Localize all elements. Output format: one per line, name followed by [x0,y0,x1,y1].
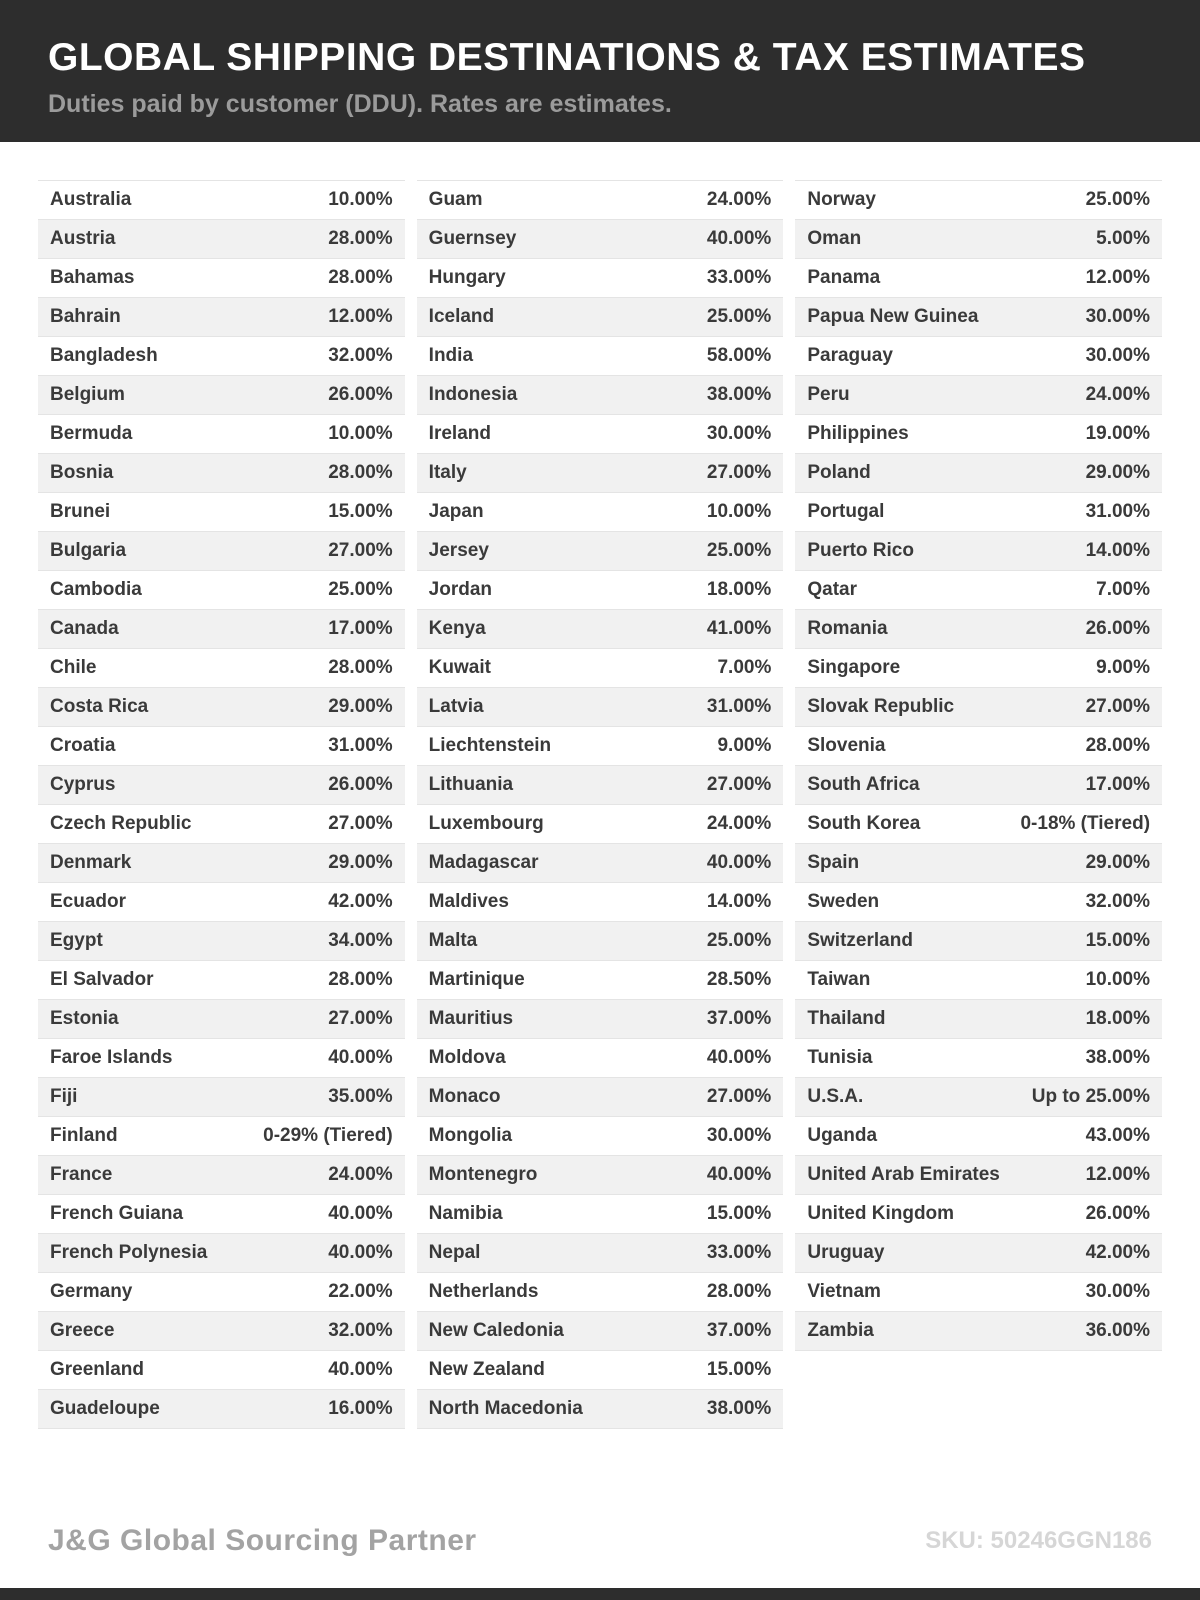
rate-row [38,220,405,259]
country-name: Guam [428,189,483,210]
country-name: Luxembourg [428,813,544,834]
country-name: Sweden [807,891,880,912]
country-name: Mauritius [428,1008,514,1029]
country-name: Bosnia [50,462,114,483]
country-name: Monaco [428,1086,501,1107]
tax-rate: 32.00% [328,345,393,366]
country-name: South Korea [807,813,921,834]
country-name: Tunisia [807,1047,873,1068]
tax-rate: 9.00% [1096,657,1151,678]
rate-row [795,1078,1162,1117]
tax-rate: 25.00% [328,579,393,600]
country-name: French Polynesia [50,1242,208,1263]
tax-rate: 30.00% [706,1125,772,1146]
tax-rate: 40.00% [706,1047,772,1068]
country-name: North Macedonia [428,1398,583,1419]
rate-row [38,181,405,220]
rate-row [38,1312,405,1351]
rate-row [795,454,1162,493]
country-name: Canada [50,618,119,639]
tax-rate: 28.00% [328,462,393,483]
rate-row [38,259,405,298]
rate-row [417,1039,784,1078]
tax-rate: 58.00% [706,345,772,366]
country-name: Peru [807,384,850,405]
rate-row [417,454,784,493]
tax-rate: 28.00% [328,657,393,678]
country-name: Egypt [50,930,103,951]
rate-row [795,766,1162,805]
country-name: South Africa [807,774,920,795]
country-name: Bahamas [50,267,135,288]
country-name: New Caledonia [428,1320,564,1341]
tax-rate: 25.00% [1085,189,1151,210]
country-name: Namibia [428,1203,503,1224]
country-name: Greece [50,1320,115,1341]
country-name: Brunei [50,501,111,522]
rate-row [417,220,784,259]
country-name: Moldova [428,1047,506,1068]
page-subtitle: Duties paid by customer (DDU). Rates are estimates. [48,90,672,118]
country-name: Indonesia [428,384,518,405]
tax-rate: 26.00% [1085,1203,1151,1224]
rate-row [38,1195,405,1234]
country-name: Uruguay [807,1242,885,1263]
country-name: Greenland [50,1359,144,1380]
tax-rate: 24.00% [706,813,772,834]
rates-column [795,180,1162,1429]
tax-rate: 24.00% [328,1164,393,1185]
rate-row [38,1351,405,1390]
rate-row [38,1000,405,1039]
tax-rate: 15.00% [706,1359,772,1380]
country-name: United Kingdom [807,1203,955,1224]
country-name: Japan [428,501,484,522]
country-name: Nepal [428,1242,481,1263]
rate-row [795,883,1162,922]
country-name: Bahrain [50,306,121,327]
tax-rate: 22.00% [328,1281,393,1302]
tax-rate: 43.00% [1085,1125,1151,1146]
rate-row [38,1117,405,1156]
country-name: French Guiana [50,1203,184,1224]
country-name: Denmark [50,852,132,873]
rate-row [795,532,1162,571]
tax-rate: 28.00% [706,1281,772,1302]
country-name: Spain [807,852,860,873]
rate-row [38,1234,405,1273]
rate-row [38,688,405,727]
country-name: Bangladesh [50,345,158,366]
tax-rate: 35.00% [328,1086,393,1107]
rates-columns [0,142,1200,1429]
tax-rate: 7.00% [1096,579,1151,600]
rate-row [417,415,784,454]
tax-rate: 12.00% [1085,267,1151,288]
tax-rate: 17.00% [1085,774,1151,795]
rate-row [417,961,784,1000]
rate-row [417,805,784,844]
page-header [0,0,1200,142]
country-name: Puerto Rico [807,540,914,561]
rate-row [417,1078,784,1117]
rate-row [38,298,405,337]
tax-rate: 0-18% (Tiered) [1020,813,1151,834]
rate-row [795,1312,1162,1351]
rate-row [795,1039,1162,1078]
country-name: Bulgaria [50,540,127,561]
tax-rate: 36.00% [1085,1320,1151,1341]
country-name: Slovak Republic [807,696,955,717]
tax-rate: 38.00% [706,1398,772,1419]
tax-rate: 31.00% [328,735,393,756]
rate-row [795,376,1162,415]
tax-rate: 40.00% [706,1164,772,1185]
tax-rate: 7.00% [717,657,772,678]
country-name: Papua New Guinea [807,306,979,327]
rate-row [795,1195,1162,1234]
tax-rate: 26.00% [328,774,393,795]
country-name: Madagascar [428,852,539,873]
rate-row [38,649,405,688]
country-name: Lithuania [428,774,514,795]
tax-rate: 25.00% [706,306,772,327]
rate-row [795,1234,1162,1273]
tax-rate: 41.00% [706,618,772,639]
rate-row [795,571,1162,610]
rate-row [417,571,784,610]
rate-row [795,805,1162,844]
tax-rate: 16.00% [328,1398,393,1419]
tax-rate: 40.00% [706,852,772,873]
rate-row [417,766,784,805]
country-name: Qatar [807,579,857,600]
rate-row [417,1000,784,1039]
country-name: Zambia [807,1320,874,1341]
tax-rate: 30.00% [1085,1281,1151,1302]
tax-rate: 32.00% [1085,891,1151,912]
tax-rate: 24.00% [1085,384,1151,405]
rate-row [795,493,1162,532]
rate-row [417,844,784,883]
country-name: Finland [50,1125,118,1146]
tax-rate: 27.00% [706,1086,772,1107]
tax-rate: 15.00% [328,501,393,522]
tax-rate: 25.00% [706,540,772,561]
country-name: India [428,345,474,366]
tax-rate: 15.00% [706,1203,772,1224]
rate-row [38,532,405,571]
country-name: Germany [50,1281,133,1302]
country-name: Montenegro [428,1164,538,1185]
rate-row [38,844,405,883]
tax-rate: 10.00% [1085,969,1151,990]
rate-row [795,922,1162,961]
rate-row [38,415,405,454]
tax-rate: 29.00% [328,852,393,873]
country-name: Singapore [807,657,901,678]
country-name: New Zealand [428,1359,545,1380]
country-name: Netherlands [428,1281,539,1302]
tax-rate: 27.00% [706,774,772,795]
country-name: Maldives [428,891,509,912]
rate-row [417,181,784,220]
rate-row [38,1156,405,1195]
tax-rate: 40.00% [328,1047,393,1068]
rate-row [795,1117,1162,1156]
tax-rate: 33.00% [706,1242,772,1263]
tax-rate: 25.00% [706,930,772,951]
page-footer [0,1524,1200,1558]
country-name: Jordan [428,579,493,600]
rate-row [417,610,784,649]
country-name: Switzerland [807,930,913,951]
country-name: Fiji [50,1086,78,1107]
country-name: Guadeloupe [50,1398,160,1419]
tax-rate: 30.00% [1085,345,1151,366]
rate-row [795,337,1162,376]
country-name: Austria [50,228,116,249]
tax-rate: 28.00% [1085,735,1151,756]
rate-row [795,1000,1162,1039]
country-name: Ecuador [50,891,127,912]
tax-rate: 17.00% [328,618,393,639]
rate-row [795,181,1162,220]
country-name: Hungary [428,267,506,288]
tax-rate: 14.00% [706,891,772,912]
tax-rate: 19.00% [1085,423,1151,444]
rate-row [417,1273,784,1312]
country-name: Thailand [807,1008,886,1029]
tax-rate: 28.00% [328,267,393,288]
rate-row [417,688,784,727]
tax-rate: 34.00% [328,930,393,951]
tax-rate: 27.00% [706,462,772,483]
country-name: Kenya [428,618,486,639]
tax-rate: 29.00% [1085,462,1151,483]
rate-row [417,1312,784,1351]
rate-row [38,727,405,766]
tax-rate: 27.00% [1085,696,1151,717]
rates-column [38,180,405,1429]
country-name: Norway [807,189,876,210]
country-name: Philippines [807,423,909,444]
tax-rate: 27.00% [328,540,393,561]
rate-row [417,376,784,415]
rate-row [38,1078,405,1117]
rate-row [795,961,1162,1000]
rate-row [795,844,1162,883]
tax-rate: 18.00% [706,579,772,600]
tax-rate: 42.00% [1085,1242,1151,1263]
rate-row [417,649,784,688]
country-name: Croatia [50,735,116,756]
country-name: Taiwan [807,969,871,990]
tax-rate: 27.00% [328,1008,393,1029]
tax-rate: 32.00% [328,1320,393,1341]
tax-rate: 15.00% [1085,930,1151,951]
country-name: Australia [50,189,132,210]
country-name: Italy [428,462,467,483]
rate-row [38,610,405,649]
tax-rate: 12.00% [1085,1164,1151,1185]
rate-row [417,1234,784,1273]
rate-row [38,493,405,532]
rate-row [417,1156,784,1195]
rate-row [795,610,1162,649]
tax-rate: 38.00% [706,384,772,405]
tax-rate: 24.00% [706,189,772,210]
country-name: Oman [807,228,862,249]
bottom-accent-bar [0,1588,1200,1600]
tax-rate: 42.00% [328,891,393,912]
country-name: Guernsey [428,228,517,249]
rate-row [795,727,1162,766]
tax-rate: 28.00% [328,969,393,990]
country-name: Latvia [428,696,484,717]
country-name: Slovenia [807,735,886,756]
rate-row [38,961,405,1000]
rate-row [38,922,405,961]
country-name: Kuwait [428,657,491,678]
tax-rate: 38.00% [1085,1047,1151,1068]
rates-column [417,180,784,1429]
rate-row [795,259,1162,298]
country-name: Romania [807,618,888,639]
tax-rate: Up to 25.00% [1031,1086,1151,1107]
tax-rate: 0-29% (Tiered) [263,1125,393,1146]
rate-row [795,415,1162,454]
tax-rate: 33.00% [706,267,772,288]
country-name: Cambodia [50,579,142,600]
tax-rate: 9.00% [717,735,772,756]
country-name: United Arab Emirates [807,1164,1000,1185]
country-name: Malta [428,930,478,951]
tax-rate: 26.00% [1085,618,1151,639]
tax-rate: 5.00% [1096,228,1151,249]
country-name: Uganda [807,1125,878,1146]
country-name: Belgium [50,384,125,405]
country-name: France [50,1164,113,1185]
brand-name: J&G Global Sourcing Partner [48,1524,477,1557]
rate-row [795,649,1162,688]
country-name: Ireland [428,423,491,444]
page-title: GLOBAL SHIPPING DESTINATIONS & TAX ESTIMATES [48,36,1086,79]
rate-row [417,298,784,337]
tax-rate: 28.00% [328,228,393,249]
rate-row [38,337,405,376]
rate-row [38,1390,405,1429]
rate-row [38,766,405,805]
country-name: Portugal [807,501,885,522]
country-name: Estonia [50,1008,119,1029]
tax-rate: 14.00% [1085,540,1151,561]
country-name: Costa Rica [50,696,149,717]
tax-rate: 30.00% [706,423,772,444]
tax-rate: 28.50% [706,969,772,990]
country-name: Chile [50,657,97,678]
rate-row [417,532,784,571]
rate-row [417,1351,784,1390]
rate-row [38,805,405,844]
rate-row [38,1039,405,1078]
tax-rate: 12.00% [328,306,393,327]
country-name: Bermuda [50,423,133,444]
tax-rate: 37.00% [706,1008,772,1029]
sku-label: SKU: 50246GGN186 [925,1527,1152,1554]
rate-row [417,259,784,298]
tax-rate: 29.00% [1085,852,1151,873]
country-name: El Salvador [50,969,154,990]
tax-rate: 10.00% [328,189,393,210]
country-name: Czech Republic [50,813,192,834]
rate-row [38,376,405,415]
rate-row [795,298,1162,337]
country-name: Poland [807,462,871,483]
tax-rate: 31.00% [1085,501,1151,522]
tax-rate: 10.00% [706,501,772,522]
rate-row [38,1273,405,1312]
tax-rate: 40.00% [706,228,772,249]
tax-rate: 29.00% [328,696,393,717]
tax-rate: 37.00% [706,1320,772,1341]
rate-row [38,571,405,610]
rate-row [417,1390,784,1429]
rate-row [795,1156,1162,1195]
rate-row [38,454,405,493]
rate-row [417,883,784,922]
rate-row [417,337,784,376]
country-name: Mongolia [428,1125,513,1146]
rate-row [417,1117,784,1156]
country-name: Iceland [428,306,495,327]
country-name: Faroe Islands [50,1047,173,1068]
tax-rate: 30.00% [1085,306,1151,327]
rate-row [417,922,784,961]
country-name: Vietnam [807,1281,881,1302]
tax-rate: 40.00% [328,1203,393,1224]
tax-rate: 10.00% [328,423,393,444]
tax-rate: 31.00% [706,696,772,717]
rate-row [417,727,784,766]
rate-row [795,688,1162,727]
rate-row [417,1195,784,1234]
country-name: Jersey [428,540,489,561]
rate-row [795,220,1162,259]
tax-rate: 26.00% [328,384,393,405]
country-name: Martinique [428,969,525,990]
rate-row [795,1273,1162,1312]
rate-row [417,493,784,532]
country-name: Cyprus [50,774,116,795]
tax-rate: 27.00% [328,813,393,834]
country-name: Liechtenstein [428,735,552,756]
tax-rate: 40.00% [328,1242,393,1263]
country-name: U.S.A. [807,1086,864,1107]
country-name: Panama [807,267,881,288]
rate-row [38,883,405,922]
tax-rate: 40.00% [328,1359,393,1380]
country-name: Paraguay [807,345,893,366]
tax-rate: 18.00% [1085,1008,1151,1029]
